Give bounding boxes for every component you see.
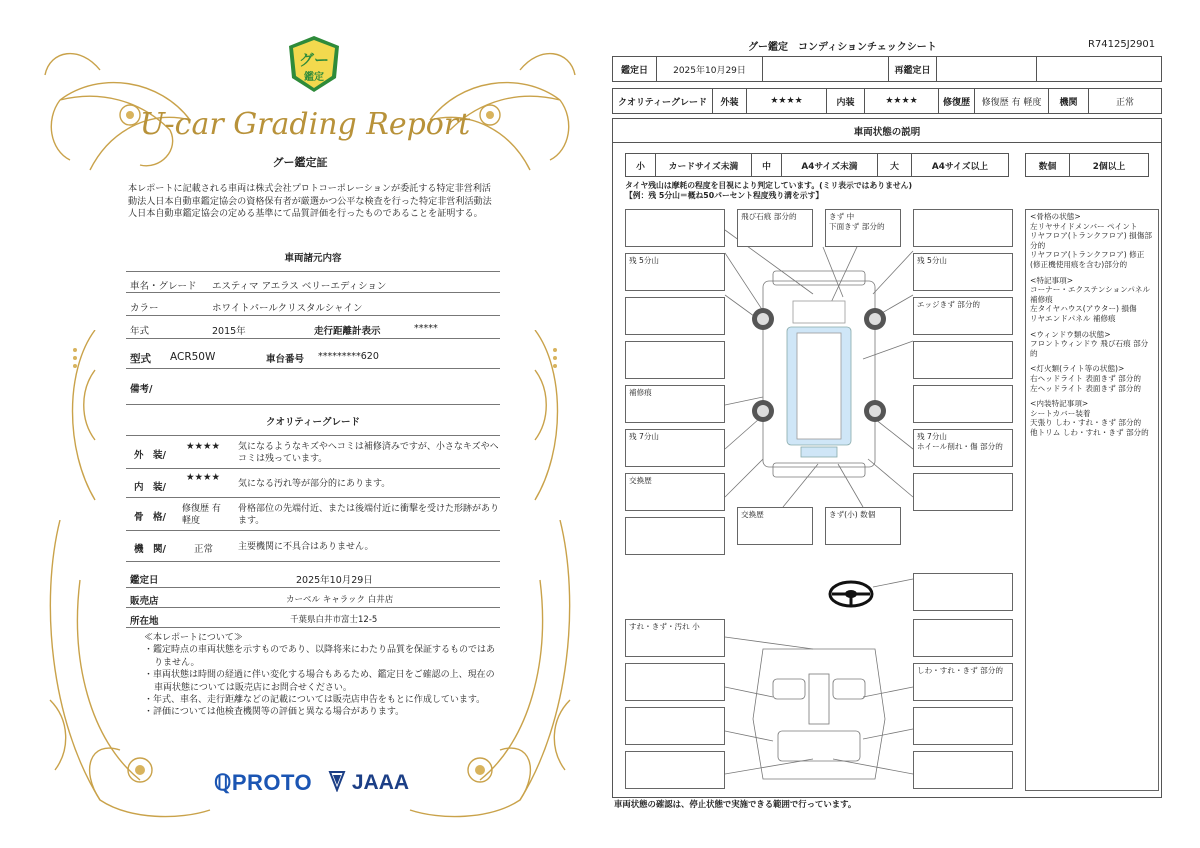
spec-name-value: エスティマ アエラス ベリーエディション [212, 281, 387, 292]
footer-note: 車両状態の確認は、停止状態で実施できる範囲で行っています。 [614, 799, 857, 809]
box-interior-left: すれ・きず・汚れ 小 [629, 622, 700, 631]
spec-remarks-label: 備考/ [130, 384, 153, 395]
damage-box [913, 573, 1013, 611]
box-left-repair: 補修痕 [629, 388, 652, 397]
count-desc: 2個以上 [1092, 161, 1126, 172]
shop-row [126, 589, 500, 608]
damage-box [625, 751, 725, 789]
interior-notes-title: <内装特記事項> [1030, 399, 1089, 409]
damage-box [913, 663, 1013, 701]
spec-color-value: ホワイトパールクリスタルシャイン [212, 303, 363, 314]
grade-interior-stars: ★★★★ [186, 472, 221, 483]
proto-logo-text: PROTO [231, 770, 313, 795]
info-line: リヤエンドパネル 補修痕 [1030, 313, 1116, 323]
damage-box [625, 429, 725, 467]
damage-box [737, 507, 813, 545]
quality-label: クオリティーグレード [613, 89, 713, 113]
date-label: 鑑定日 [613, 57, 657, 81]
info-line: コーナー・エクステンションパネル 補修痕 [1030, 285, 1151, 304]
appraisal-date-value: 2025年10月29日 [296, 575, 373, 586]
info-line: リヤフロア(トランクフロア) 修正(修正機使用痕を含む)部分的 [1030, 250, 1145, 269]
spec-row-model [126, 343, 500, 369]
appraisal-date-table [612, 56, 1162, 82]
spec-row-remarks [126, 371, 500, 405]
spec-row-year [126, 317, 500, 339]
grade-engine-desc: 主要機関に不具合はありません。 [238, 542, 374, 552]
grade-frame-desc: 骨格部位の先端付近、または後端付近に衝撃を受けた形跡があります。 [238, 504, 500, 526]
spec-mileage-value: ***** [414, 323, 438, 334]
reappraisal-value [937, 57, 1037, 81]
info-line: 左ヘッドライト 表面きず 部分的 [1030, 383, 1141, 393]
box-bottom-center-left: 交換歴 [741, 510, 764, 519]
engine-label: 機関 [1049, 89, 1089, 113]
address-label: 所在地 [130, 616, 159, 627]
quality-grade-table [612, 88, 1162, 114]
grade-engine-label: 機 関/ [134, 544, 166, 555]
damage-box [625, 385, 725, 423]
certificate-statement: 本レポートに記載される車両は株式会社プロトコーポレーションが委託する特定非営利活動法人日本自動車鑑定協会の資格保有者が厳選かつ公平な検査を行った特定非営利活動法人日本自動車鑑定協会の定める基準にて品質評価を行ったものであることを証明する。 [128, 184, 492, 219]
damage-box [625, 209, 725, 247]
box-right-tire-front: 残 5分山 [917, 256, 948, 265]
spec-row-name [126, 271, 500, 293]
box-right-tire-rear-2: ホイール削れ・傷 部分的 [917, 442, 1003, 451]
box-top-center-left: 飛び石痕 部分的 [741, 212, 797, 221]
damage-box [913, 297, 1013, 335]
report-notes [140, 632, 500, 719]
grade-exterior-label: 外 装/ [134, 450, 166, 461]
damage-box [913, 473, 1013, 511]
count-label: 数個 [1026, 154, 1070, 176]
light-condition-title: <灯火類(ライト等の状態)> [1030, 364, 1125, 374]
spec-model-label: 型式 [130, 353, 151, 365]
grade-frame-label: 骨 格/ [134, 512, 166, 523]
shop-label: 販売店 [130, 596, 159, 607]
spec-mileage-label: 走行距離計表示 [314, 326, 381, 337]
interior-label: 内装 [827, 89, 865, 113]
damage-box [913, 707, 1013, 745]
size-large: 大 [878, 154, 912, 176]
damage-box [625, 517, 725, 555]
grade-row-exterior [126, 435, 500, 469]
condition-heading: 車両状態の説明 [613, 119, 1161, 143]
grade-exterior-stars: ★★★★ [186, 441, 221, 452]
tire-rear-left-icon [751, 399, 775, 423]
box-right-tire-rear-1: 残 7分山 [917, 432, 948, 441]
damage-box [913, 429, 1013, 467]
engine-value: 正常 [1115, 97, 1134, 108]
shop-value: カーベル キャラック 白井店 [286, 595, 394, 605]
address-row [126, 609, 500, 628]
reappraisal-label: 再鑑定日 [889, 57, 937, 81]
jaaa-emblem-icon [328, 770, 346, 792]
date-value: 2025年10月29日 [657, 57, 763, 81]
info-line: 左タイヤハウス(アウター) 損傷 [1030, 304, 1137, 314]
ornament-left-side [55, 330, 115, 510]
sheet-title: グー鑑定 コンディションチェックシート [748, 42, 937, 53]
info-line: リヤフロア(トランクフロア) 損傷部分的 [1030, 231, 1152, 250]
grade-interior-desc: 気になる汚れ等が部分的にあります。 [238, 479, 391, 489]
reappraisal-empty [1037, 57, 1161, 81]
spec-name-label: 車名・グレード [130, 281, 197, 292]
grade-row-frame [126, 499, 500, 531]
tire-note-line: タイヤ残山は摩耗の程度を目視により判定しています。(ミリ表示ではありません) [625, 181, 913, 190]
damage-box [625, 619, 725, 657]
certificate-title: グー鑑定証 [272, 156, 328, 169]
info-line: 右ヘッドライト 表面きず 部分的 [1030, 373, 1141, 383]
ornament-right-side [515, 330, 575, 510]
specs-heading: 車両諸元内容 [284, 253, 342, 264]
appraisal-date-row [126, 566, 500, 588]
grade-row-interior [126, 470, 500, 498]
damage-box [737, 209, 813, 247]
spec-chassis-value: *********620 [318, 351, 379, 362]
tire-front-left-icon [751, 307, 775, 331]
appraisal-date-label: 鑑定日 [130, 575, 159, 586]
repair-value: 修復歴 有 軽度 [975, 89, 1049, 113]
condition-check-sheet [600, 0, 1200, 848]
date-empty [763, 57, 889, 81]
repair-label: 修復歴 [939, 89, 975, 113]
frame-condition-title: <骨格の状態> [1030, 212, 1081, 221]
box-bottom-center-right: きず(小) 数個 [829, 510, 876, 519]
grade-row-engine [126, 532, 500, 562]
info-line: 他トリム しわ・すれ・きず 部分的 [1030, 427, 1149, 437]
grade-exterior-desc: 気になるようなキズやヘコミは補修済みですが、小さなキズやヘコミは残っています。 [238, 442, 499, 464]
size-medium: 中 [752, 154, 782, 176]
size-small-desc: カードサイズ未満 [656, 154, 752, 176]
spec-color-label: カラー [130, 303, 159, 314]
info-line: フロントウィンドウ 飛び石痕 部分的 [1030, 339, 1149, 358]
spec-model-value: ACR50W [170, 351, 216, 363]
box-interior-right: しわ・すれ・きず 部分的 [917, 666, 1003, 675]
script-title [140, 100, 470, 148]
damage-box [625, 253, 725, 291]
box-left-tire-rear: 残 7分山 [629, 432, 660, 441]
sheet-id: R74125J2901 [1088, 39, 1156, 50]
address-value: 千葉県白井市富士12-5 [290, 615, 378, 625]
vehicle-condition-frame [612, 118, 1162, 798]
grade-engine-value: 正常 [194, 544, 214, 555]
note-item: ・車両状態は時間の経過に伴い変化する場合もあるため、鑑定日をご確認の上、現在の車両状態については販売店にお問合せください。 [144, 670, 495, 693]
tire-rear-right-icon [863, 399, 887, 423]
size-medium-desc: A4サイズ未満 [782, 154, 878, 176]
script-title-text: U-car Grading Report [140, 107, 470, 142]
damage-box [625, 473, 725, 511]
box-left-replaced: 交換歴 [629, 476, 652, 485]
info-line: 左リヤサイドメンバー ペイント [1030, 221, 1138, 231]
spec-year-value: 2015年 [212, 326, 246, 337]
interior-value: ★★★★ [865, 89, 939, 113]
spec-year-label: 年式 [130, 326, 150, 337]
box-top-center-right-2: 下面きず 部分的 [829, 222, 885, 231]
exterior-label: 外装 [713, 89, 747, 113]
damage-box [625, 707, 725, 745]
damage-box [913, 619, 1013, 657]
damage-box [913, 385, 1013, 423]
proto-q-icon: ℚ [214, 770, 232, 795]
spec-chassis-label: 車台番号 [266, 354, 305, 365]
window-condition-title: <ウィンドウ類の状態> [1030, 329, 1111, 339]
badge-sub: 鑑定 [304, 72, 324, 83]
notes-title: ≪本レポートについて≫ [144, 633, 243, 643]
spec-row-color [126, 294, 500, 316]
exterior-value: ★★★★ [747, 89, 827, 113]
badge-text: グー [298, 51, 330, 69]
jaaa-logo-text: JAAA [351, 771, 410, 794]
damage-box [825, 209, 901, 247]
grade-heading: クオリティーグレード [265, 417, 361, 428]
size-small: 小 [626, 154, 656, 176]
tire-note-line: 【例：残 5分山＝概ね50パーセント程度残り溝を示す】 [625, 191, 824, 200]
note-item: ・評価については他検査機関等の評価と異なる場合があります。 [144, 707, 405, 718]
info-line: シートカバー装着 [1030, 408, 1091, 418]
box-left-tire-front: 残 5分山 [629, 256, 660, 265]
condition-info-box [1025, 209, 1159, 791]
note-item: ・鑑定時点の車両状態を示すものであり、以降将来にわたり品質を保証するものではありません。 [144, 645, 496, 668]
damage-box [913, 751, 1013, 789]
damage-box [625, 341, 725, 379]
damage-box [913, 253, 1013, 291]
tire-front-right-icon [863, 307, 887, 331]
special-notes-title: <特記事項> [1030, 275, 1074, 285]
grade-interior-label: 内 装/ [134, 482, 166, 493]
goo-appraisal-badge-icon [284, 34, 344, 94]
damage-box [825, 507, 901, 545]
damage-box [913, 341, 1013, 379]
info-line: 天張り しわ・すれ・きず 部分的 [1030, 418, 1142, 428]
box-top-center-right-1: きず 中 [829, 212, 855, 221]
box-right-edge: エッジきず 部分的 [917, 300, 981, 309]
note-item: ・年式、車名、走行距離などの記載については販売店申告をもとに作成しています。 [144, 695, 486, 706]
steering-wheel-icon [827, 579, 875, 609]
grade-frame-value: 修復歴 有 軽度 [182, 504, 221, 526]
size-large-desc: A4サイズ以上 [931, 161, 989, 172]
damage-box [625, 663, 725, 701]
damage-box [913, 209, 1013, 247]
proto-logo [214, 770, 312, 796]
damage-box [625, 297, 725, 335]
jaaa-logo [328, 770, 409, 795]
